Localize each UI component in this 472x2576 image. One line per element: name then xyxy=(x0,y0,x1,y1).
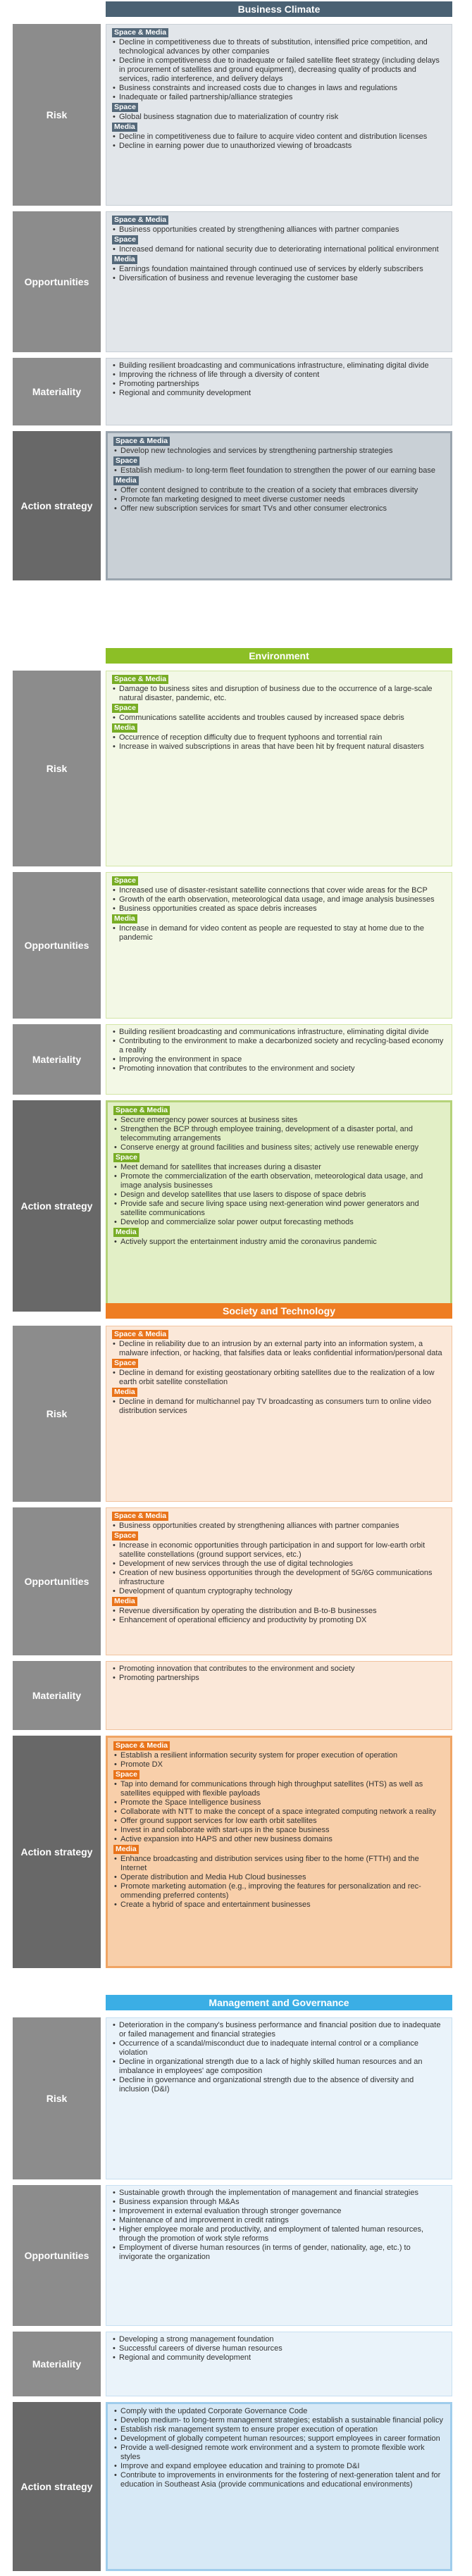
list-item: • Regional and community development xyxy=(112,2353,445,2363)
bullet-list xyxy=(112,2335,445,2363)
section-title: Environment xyxy=(106,648,452,664)
list-item: • Promoting partnerships xyxy=(112,380,445,389)
category-tag: Space xyxy=(112,235,138,244)
list-item: • Employment of diverse human resources (in terms of gender, nationality, age, etc.) to invigorate the organization xyxy=(112,2244,445,2262)
row-body xyxy=(106,2017,452,2179)
list-item: • Creation of new business opportunities through the development of 5G/6G communications infrastructure xyxy=(112,1569,445,1587)
list-item: • Successful careers of diverse human resources xyxy=(112,2344,445,2353)
list-item: • Decline in demand for multichannel pay TV broadcasting as consumers turn to online video distribution services xyxy=(112,1398,445,1416)
category-tag: Space xyxy=(112,1531,138,1541)
row-action-strategy xyxy=(13,1100,452,1312)
row-label: Action strategy xyxy=(13,1736,101,1968)
section-business-climate xyxy=(0,0,472,585)
list-item: • Promote DX xyxy=(113,1760,443,1769)
row-action-strategy xyxy=(13,2402,452,2571)
list-item: • Higher employee morale and productivity, and employment of talented human resources, through the promotion of work style reforms xyxy=(112,2225,445,2244)
category-tag: Media xyxy=(113,1845,139,1854)
row-opportunities xyxy=(13,2185,452,2326)
row-label: Action strategy xyxy=(13,1100,101,1312)
list-item: • Actively support the entertainment industry amid the coronavirus pandemic xyxy=(113,1238,443,1247)
category-tag: Media xyxy=(112,723,137,733)
bullet-list xyxy=(112,733,445,752)
category-tag: Space xyxy=(113,1770,139,1779)
list-item: • Improvement in external evaluation through stronger governance xyxy=(112,2207,445,2216)
row-label: Risk xyxy=(13,671,101,866)
list-item: • Decline in competitiveness due to failure to acquire video content and distribution licenses xyxy=(112,132,445,142)
bullet-list xyxy=(113,1855,443,1910)
row-risk xyxy=(13,2017,452,2179)
bullet-list xyxy=(112,132,445,151)
row-label: Opportunities xyxy=(13,1507,101,1655)
bullet-list xyxy=(112,361,445,398)
list-item: • Establish medium- to long-term fleet foundation to strengthen the power of our earning base xyxy=(113,466,443,475)
list-item: • Develop medium- to long-term management strategies; establish a sustainable financial policy xyxy=(113,2416,443,2425)
list-item: • Contribute to improvements in environments for the fostering of next-generation talent and for education in Southeast Asia (provide communications and educational environments) xyxy=(113,2471,443,2489)
category-tag: Media xyxy=(112,255,137,264)
bullet-list xyxy=(112,1665,445,1683)
row-body xyxy=(106,1100,452,1312)
row-label: Action strategy xyxy=(13,431,101,580)
category-tag: Space & Media xyxy=(112,675,168,684)
bullet-list xyxy=(112,685,445,703)
category-tag: Media xyxy=(113,476,139,485)
bullet-list xyxy=(113,1751,443,1769)
list-item: • Offer ground support services for low earth orbit satellites xyxy=(113,1817,443,1826)
bullet-list xyxy=(113,1238,443,1247)
category-tag: Space & Media xyxy=(112,1512,168,1521)
row-body xyxy=(106,24,452,206)
category-tag: Space & Media xyxy=(112,1330,168,1339)
row-action-strategy xyxy=(13,1736,452,1968)
row-label: Risk xyxy=(13,24,101,206)
list-item: • Enhancement of operational efficiency and productivity by promoting DX xyxy=(112,1616,445,1625)
list-item: • Deterioration in the company's business performance and financial position due to inadequate or failed management and financial strategies xyxy=(112,2021,445,2039)
list-item: • Development of globally competent human resources; support employees in career formation xyxy=(113,2434,443,2444)
row-label: Opportunities xyxy=(13,872,101,1019)
row-body xyxy=(106,1661,452,1730)
list-item: • Offer content designed to contribute to the creation of a society that embraces diversity xyxy=(113,486,443,495)
category-tag: Space xyxy=(112,103,138,112)
section-title: Society and Technology xyxy=(106,1303,452,1319)
row-label: Materiality xyxy=(13,1024,101,1095)
category-tag: Space & Media xyxy=(113,1741,170,1750)
list-item: • Promote the Space Intelligence business xyxy=(113,1798,443,1807)
list-item: • Inadequate or failed partnership/alliance strategies xyxy=(112,93,445,102)
list-item: • Promote marketing automation (e.g., improving the features for personalization and recommending preferred contents) xyxy=(113,1882,443,1900)
list-item: • Communications satellite accidents and troubles caused by increased space debris xyxy=(112,714,445,723)
list-item: • Business expansion through M&As xyxy=(112,2198,445,2207)
list-item: • Increased use of disaster-resistant satellite connections that cover wide areas for the BCP xyxy=(112,886,445,895)
category-tag: Media xyxy=(112,1388,137,1397)
category-tag: Media xyxy=(113,1228,139,1237)
row-body xyxy=(106,1024,452,1095)
list-item: • Create a hybrid of space and entertainment businesses xyxy=(113,1900,443,1910)
list-item: • Comply with the updated Corporate Governance Code xyxy=(113,2407,443,2416)
list-item: • Decline in competitiveness due to threats of substitution, intensified price competition, and technological advances by other companies xyxy=(112,38,445,56)
list-item: • Decline in governance and organizational strength due to the absence of diversity and inclusion (D&I) xyxy=(112,2076,445,2094)
row-body xyxy=(106,2332,452,2396)
row-opportunities xyxy=(13,1507,452,1655)
list-item: • Decline in competitiveness due to inadequate or failed satellite fleet strategy (including delays in procurement of satellites and ground equipment), decreasing quality of products and services, radio interference, and delivery delays xyxy=(112,56,445,84)
bullet-list xyxy=(112,2021,445,2094)
row-body xyxy=(106,2185,452,2326)
row-body xyxy=(106,2402,452,2571)
category-tag: Space & Media xyxy=(112,28,168,37)
category-tag: Media xyxy=(112,1597,137,1606)
list-item: • Offer new subscription services for smart TVs and other consumer electronics xyxy=(113,504,443,514)
list-item: • Building resilient broadcasting and communications infrastructure, eliminating digital divide xyxy=(112,361,445,371)
list-item: • Diversification of business and revenue leveraging the customer base xyxy=(112,274,445,283)
list-item: • Decline in organizational strength due to a lack of highly skilled human resources and an imbalance in employees' age composition xyxy=(112,2058,445,2076)
bullet-list xyxy=(112,886,445,914)
list-item: • Revenue diversification by operating the distribution and B-to-B businesses xyxy=(112,1607,445,1616)
list-item: • Business constraints and increased costs due to changes in laws and regulations xyxy=(112,84,445,93)
row-risk xyxy=(13,24,452,206)
category-tag: Space xyxy=(112,876,138,885)
category-tag: Media xyxy=(112,123,137,132)
list-item: • Earnings foundation maintained through continued use of services by elderly subscribers xyxy=(112,265,445,274)
section-society-technology xyxy=(0,1303,472,1972)
row-label: Risk xyxy=(13,1326,101,1502)
bullet-list xyxy=(113,1163,443,1227)
bullet-list xyxy=(112,245,445,254)
list-item: • Developing a strong management foundation xyxy=(112,2335,445,2344)
list-item: • Collaborate with NTT to make the concept of a space integrated computing network a reality xyxy=(113,1807,443,1817)
list-item: • Strengthen the BCP through employee training, development of a disaster portal, and telecommuting arrangements xyxy=(113,1125,443,1143)
list-item: • Business opportunities created by strengthening alliances with partner companies xyxy=(112,1522,445,1531)
bullet-list xyxy=(113,486,443,514)
list-item: • Occurrence of a scandal/misconduct due to inadequate internal control or a compliance violation xyxy=(112,2039,445,2058)
list-item: • Growth of the earth observation, meteorological data usage, and image analysis businesses xyxy=(112,895,445,904)
category-tag: Space & Media xyxy=(113,437,170,446)
list-item: • Meet demand for satellites that increases during a disaster xyxy=(113,1163,443,1172)
list-item: • Secure emergency power sources at business sites xyxy=(113,1116,443,1125)
list-item: • Development of new services through the use of digital technologies xyxy=(112,1560,445,1569)
bullet-list xyxy=(112,1028,445,1074)
list-item: • Active expansion into HAPS and other new business domains xyxy=(113,1835,443,1844)
category-tag: Space & Media xyxy=(113,1106,170,1115)
bullet-list xyxy=(113,2407,443,2489)
bullet-list xyxy=(112,924,445,942)
row-body xyxy=(106,211,452,352)
row-opportunities xyxy=(13,211,452,352)
row-body xyxy=(106,1326,452,1502)
bullet-list xyxy=(112,1607,445,1625)
list-item: • Maintenance of and improvement in credit ratings xyxy=(112,2216,445,2225)
row-label: Risk xyxy=(13,2017,101,2179)
list-item: • Increased demand for national security due to deteriorating international political environment xyxy=(112,245,445,254)
list-item: • Enhance broadcasting and distribution services using fiber to the home (FTTH) and the Internet xyxy=(113,1855,443,1873)
list-item: • Develop new technologies and services by strengthening partnership strategies xyxy=(113,447,443,456)
row-label: Materiality xyxy=(13,2332,101,2396)
category-tag: Space & Media xyxy=(112,216,168,225)
bullet-list xyxy=(112,113,445,122)
list-item: • Global business stagnation due to materialization of country risk xyxy=(112,113,445,122)
list-item: • Develop and commercialize solar power output forecasting methods xyxy=(113,1218,443,1227)
category-tag: Space xyxy=(113,456,139,466)
list-item: • Provide a well-designed remote work environment and a system to promote flexible work styles xyxy=(113,2444,443,2462)
list-item: • Invest in and collaborate with start-ups in the space business xyxy=(113,1826,443,1835)
bullet-list xyxy=(112,1340,445,1358)
row-materiality xyxy=(13,1661,452,1730)
list-item: • Provide safe and secure living space using next-generation wind power generators and satellite communications xyxy=(113,1200,443,1218)
list-item: • Increase in demand for video content as people are requested to stay at home due to the pandemic xyxy=(112,924,445,942)
row-label: Opportunities xyxy=(13,211,101,352)
category-tag: Space xyxy=(112,1359,138,1368)
list-item: • Increase in waived subscriptions in areas that have been hit by frequent natural disasters xyxy=(112,742,445,752)
row-materiality xyxy=(13,358,452,425)
row-materiality xyxy=(13,1024,452,1095)
row-risk xyxy=(13,1326,452,1502)
row-body xyxy=(106,1507,452,1655)
bullet-list xyxy=(113,447,443,456)
row-risk xyxy=(13,671,452,866)
category-tag: Space xyxy=(113,1153,139,1162)
row-body xyxy=(106,358,452,425)
row-action-strategy xyxy=(13,431,452,580)
row-label: Materiality xyxy=(13,358,101,425)
list-item: • Promoting partnerships xyxy=(112,1674,445,1683)
list-item: • Establish a resilient information security system for proper execution of operation xyxy=(113,1751,443,1760)
row-materiality xyxy=(13,2332,452,2396)
bullet-list xyxy=(112,2189,445,2262)
list-item: • Promote fan marketing designed to meet diverse customer needs xyxy=(113,495,443,504)
list-item: • Business opportunities created as space debris increases xyxy=(112,904,445,914)
row-body xyxy=(106,872,452,1019)
list-item: • Business opportunities created by strengthening alliances with partner companies xyxy=(112,225,445,235)
category-tag: Space xyxy=(112,704,138,713)
list-item: • Promoting innovation that contributes to the environment and society xyxy=(112,1665,445,1674)
row-opportunities xyxy=(13,872,452,1019)
list-item: • Sustainable growth through the implementation of management and financial strategies xyxy=(112,2189,445,2198)
row-body xyxy=(106,671,452,866)
list-item: • Decline in demand for existing geostationary orbiting satellites due to the realization of a low earth orbit satellite constellation xyxy=(112,1369,445,1387)
bullet-list xyxy=(112,38,445,102)
list-item: • Contributing to the environment to make a decarbonized society and recycling-based economy a reality xyxy=(112,1037,445,1055)
list-item: • Design and develop satellites that use lasers to dispose of space debris xyxy=(113,1190,443,1200)
section-management-governance xyxy=(0,1995,472,2576)
row-label: Materiality xyxy=(13,1661,101,1730)
section-title: Business Climate xyxy=(106,1,452,17)
bullet-list xyxy=(112,1369,445,1387)
row-label: Action strategy xyxy=(13,2402,101,2571)
list-item: • Building resilient broadcasting and communications infrastructure, eliminating digital divide xyxy=(112,1028,445,1037)
bullet-list xyxy=(113,466,443,475)
list-item: • Promote the commercialization of the earth observation, meteorological data usage, and image analysis businesses xyxy=(113,1172,443,1190)
list-item: • Improve and expand employee education and training to promote D&I xyxy=(113,2462,443,2471)
list-item: • Damage to business sites and disruption of business due to the occurrence of a large-scale natural disaster, pandemic, etc. xyxy=(112,685,445,703)
bullet-list xyxy=(112,1398,445,1416)
list-item: • Regional and community development xyxy=(112,389,445,398)
list-item: • Establish risk management system to ensure proper execution of operation xyxy=(113,2425,443,2434)
list-item: • Increase in economic opportunities through participation in and support for low-earth orbit satellite constellations (ground support services, etc.) xyxy=(112,1541,445,1560)
list-item: • Decline in reliability due to an intrusion by an external party into an information system, a malware infection, or hacking, that falsifies data or leaks confidential information/personal data xyxy=(112,1340,445,1358)
section-environment xyxy=(0,648,472,1317)
row-body xyxy=(106,1736,452,1968)
list-item: • Operate distribution and Media Hub Cloud businesses xyxy=(113,1873,443,1882)
list-item: • Occurrence of reception difficulty due to frequent typhoons and torrential rain xyxy=(112,733,445,742)
bullet-list xyxy=(112,1522,445,1531)
bullet-list xyxy=(112,1541,445,1596)
list-item: • Decline in earning power due to unauthorized viewing of broadcasts xyxy=(112,142,445,151)
row-body xyxy=(106,431,452,580)
list-item: • Development of quantum cryptography technology xyxy=(112,1587,445,1596)
bullet-list xyxy=(113,1116,443,1152)
list-item: • Improving the environment in space xyxy=(112,1055,445,1064)
list-item: • Improving the richness of life through a diversity of content xyxy=(112,371,445,380)
bullet-list xyxy=(112,714,445,723)
list-item: • Conserve energy at ground facilities and business sites; actively use renewable energy xyxy=(113,1143,443,1152)
bullet-list xyxy=(112,265,445,283)
category-tag: Media xyxy=(112,914,137,923)
list-item: • Tap into demand for communications through high throughput satellites (HTS) as well as satellites equipped with flexible payloads xyxy=(113,1780,443,1798)
row-label: Opportunities xyxy=(13,2185,101,2326)
section-title: Management and Governance xyxy=(106,1995,452,2010)
bullet-list xyxy=(112,225,445,235)
bullet-list xyxy=(113,1780,443,1844)
list-item: • Promoting innovation that contributes to the environment and society xyxy=(112,1064,445,1074)
